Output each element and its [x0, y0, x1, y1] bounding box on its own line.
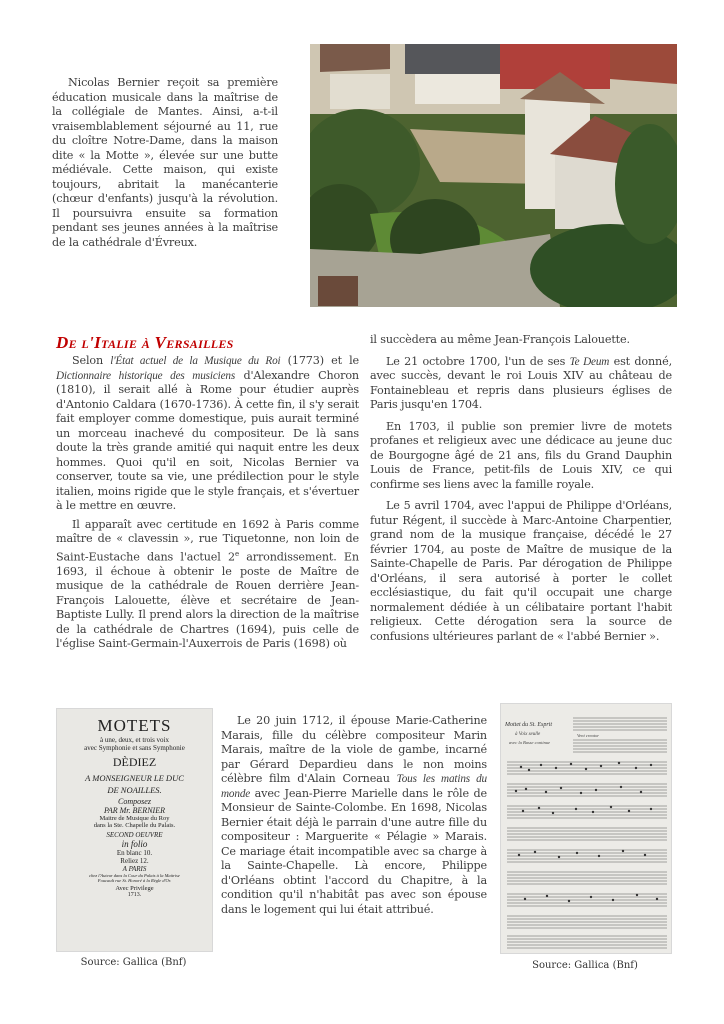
scan-line: dans la Ste. Chapelle du Palais. [93, 822, 176, 829]
left-image-caption: Source: Gallica (Bnf) [80, 957, 187, 968]
house-photo [310, 44, 677, 307]
motets-title-page-image [56, 708, 213, 952]
scan-line: Maitre de Musique du Roy [99, 815, 170, 822]
scan-line: in folio [121, 839, 148, 849]
paragraph-te-deum: Le 21 octobre 1700, l'un de ses Te Deum est donné, avec succès, devant le roi Louis XIV au château de Fontainebleau et repris dans plusieurs églises de Paris jusqu'en 1704. [370, 354, 672, 411]
intro-paragraph: Nicolas Bernier reçoit sa première éducation musicale dans la maîtrise de la collégiale de Mantes. Ainsi, a-t-il vraisemblablement séjourné au 11, rue du cloître Notre-Dame, dans la maison dite « la Motte », élevée sur une butte médiévale. Cette maison, qui existe toujours, abritait la manécanterie (chœur d'enfants) jusqu'à la révolution. Il poursuivra ensuite sa formation pendant ses jeunes années à la maîtrise de la cathédrale d'Évreux. [52, 76, 278, 249]
svg-text:Mottet du St. Esprit: Mottet du St. Esprit [505, 722, 552, 728]
scan-line: En blanc 10. [116, 849, 153, 857]
left-column [56, 354, 359, 652]
paragraph-motets: En 1703, il publie son premier livre de motets profanes et religieux avec une dédicace au jeune duc de Bourgogne âgé de 21 ans, fils du Grand Dauphin Louis de France, petit-fils de Louis XIV, ce qui confirme ses liens avec la famille royale. [370, 419, 672, 491]
paragraph-rome: Selon l'État actuel de la Musique du Roi (1773) et le Dictionnaire historique des musiciens d'Alexandre Choron (1810), il serait allé à Rome pour étudier auprès d'Antonio Caldara (1670-1736). À cette fin, il s'y serait fait employer comme domestique, puis aurait terminé un morceau inachevé du compositeur. De là sans doute la très grande amitié qui naquit entre les deux hommes. Quoi qu'il en soit, Nicolas Bernier va conserver, toute sa vie, une prédilection pour le style italien, moins rigide que le style français, et s'évertuer à le mettre en œuvre. [56, 354, 359, 512]
sheet-music-image [500, 703, 672, 954]
scan-line: PAR Mr. BERNIER [104, 806, 165, 815]
paragraph-continuation: il succèdera au même Jean-François Lalouette. [370, 333, 630, 346]
scan-line: chez l'Auteur dans la Cour du Palais à la Maitrise [89, 873, 180, 878]
scan-line: Avec Privilege [115, 885, 154, 892]
scan-line: à une, deux, et trois voix [99, 736, 169, 744]
section-heading: De l'Italie à Versailles [56, 333, 234, 352]
scan-line: MOTETS [97, 716, 172, 735]
scan-line: A MONSEIGNEUR LE DUC [85, 773, 184, 783]
scan-line: Reliez 12. [120, 857, 149, 865]
scan-line: SECOND OEUVRE [106, 831, 163, 839]
scan-line: DÈDIEZ [112, 755, 157, 769]
svg-text:avec la Basse continue: avec la Basse continue [509, 740, 551, 745]
scan-line: avec Symphonie et sans Symphonie [84, 744, 185, 752]
scan-line: Foucault rue St. Honoré à la Règle d'Or. [97, 878, 172, 883]
right-column [370, 333, 672, 644]
svg-text:à Voix seulle: à Voix seulle [515, 732, 541, 737]
scan-line: DE NOAILLES. [107, 785, 162, 795]
scan-line: Composez [118, 797, 151, 806]
right-image-caption: Source: Gallica (Bnf) [532, 960, 638, 971]
svg-text:Veni creator: Veni creator [577, 733, 599, 738]
paragraph-marriage: Le 20 juin 1712, il épouse Marie-Catherine Marais, fille du célèbre compositeur Marin Marais, maître de la viole de gambe, incarné par Gérard Depardieu dans le non moins célèbre film d'Alain Corneau Tous les matins du monde avec Jean-Pierre Marielle dans le rôle de Monsieur de Sainte-Colombe. En 1698, Nicolas Bernier était déjà le parrain d'une autre fille du compositeur : Marguerite « Pélagie » Marais. Ce mariage était incompatible avec sa charge à la Sainte-Chapelle. Là encore, Philippe d'Orléans obtint l'accord du Chapitre, à la condition qu'il n'habitât pas avec son épouse dans le logement qui lui était attribué. [221, 714, 488, 916]
scan-line: 1713. [127, 892, 142, 898]
paragraph-paris: Il apparaît avec certitude en 1692 à Paris comme maître de « clavessin », rue Tiquetonne, non loin de Saint-Eustache dans l'actuel 2e arrondissement. En 1693, il échoue à obtenir le poste de Maître de musique de la cathédrale de Rouen derrière Jean-François Lalouette, élève et secrétaire de Jean-Baptiste Lully. Il prend alors la direction de la maîtrise de la cathédrale de Chartres (1694), puis celle de l'église Saint-Germain-l'Auxerrois de Paris (1698) où [56, 517, 359, 651]
scan-line: A PARIS [122, 865, 147, 873]
paragraph-sainte-chapelle: Le 5 avril 1704, avec l'appui de Philippe d'Orléans, futur Régent, il succède à Marc-Antoine Charpentier, grand nom de la musique française, décédé le 27 février 1704, au poste de Maître de musique de la Sainte-Chapelle de Paris. Par dérogation de Philippe d'Orléans, il sera autorisé à porter le collet ecclésiastique, du fait qu'il occupait une charge normalement dédiée à un célibataire portant l'habit religieux. Cette dérogation sera la source de confusions ultérieures parlant de « l'abbé Bernier ». [370, 499, 672, 643]
